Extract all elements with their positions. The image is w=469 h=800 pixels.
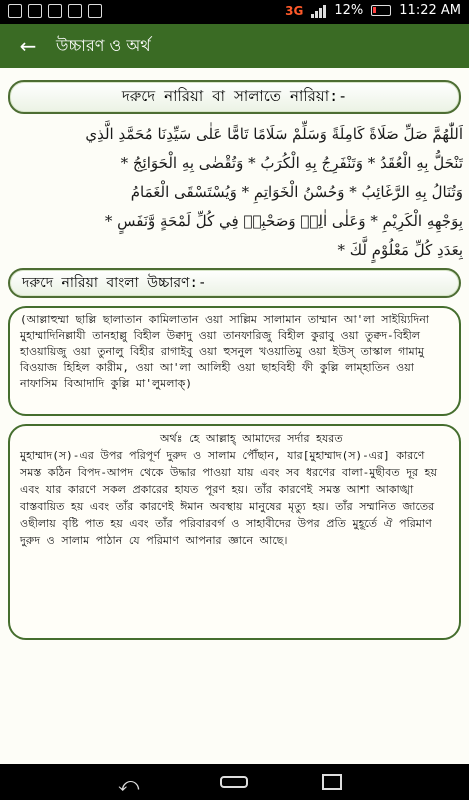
arabic-line: تَنْحَلُّ بِهِ الْعُقَدُ * وَتَنْفَرِجُ بِهِ الْكُرَبُ * وَتُقْضٰى بِهِ الْحَوَائِجُ * — [120, 154, 463, 172]
nav-recents-icon[interactable] — [322, 774, 342, 790]
app-bar — [0, 24, 469, 68]
arabic-line: وَتُنَالُ بِهِ الرَّغَائِبُ * وَحُسْنُ الْخَوَاتِمِ * وَيُسْتَسْقَى الْغَمَامُ — [130, 183, 463, 201]
arabic-line: بِعَدَدِ كُلِّ مَعْلُوْمٍ لَّكَ * — [337, 241, 463, 259]
arabic-line: اَللّٰهُمَّ صَلِّ صَلَاةً كَامِلَةً وَسَلِّمْ سَلَامًا تَامًّا عَلٰى سَيِّدِنَا مُحَمَّدِ الَّذِي — [85, 125, 463, 143]
battery-percent: 12% — [334, 3, 364, 18]
meaning-box — [8, 424, 461, 640]
pronunciation-text: (আল্লাহুম্মা ছাল্লি ছালাতান কামিলাতান ওয়া সাল্লিম সালামান তাম্মান আ'লা সাইয়্যিদিনা মুহাম্মাদিনিল্লাযী তানহাল্লু বিহীল উক্বাদু ওয়া তানফারিজু বিহীল কুরাবু ওয়া তুক্বদ-বিহীল হাওয়ায়িজু ওয়া তুনালু বিহীর রাগাইবু ওয়া হুসনুল খওয়াতিমু ওয়া ইউস্ তাস্কাল গামামু বিওয়াজ হিহিল কারীম, ওয়া আ'লা আলিহী ওয়া ছাহবিহী ফী কুল্লি লাম্হাতিন ওয়া নাফাসিম বিআদাদি কুল্লি মা'লুমলাক্) — [20, 313, 429, 390]
meaning-text: মুহাম্মাদ(স)-এর উপর পরিপূর্ণ দুরুদ ও সালাম পৌঁছান, যার[মুহাম্মাদ(স)-এর] কারণে সমস্ত কঠিন বিপদ-আপদ থেকে উদ্ধার পাওয়া যায় এবং সব ধরণের বালা-মুছীবত দূর হয় এবং যার কারণে সকল প্রকারের হাযত পূরণ হয়। তাঁর কারণেই সমস্ত আশা আকাঙ্খা বাস্তবায়িত হয় এবং তাঁর কারণেই ঈমান অবস্থায় মানুষের মৃত্যু হয়। তাঁর সম্মানিত জাতের ওছীলায় বৃষ্টি পাত হয় এবং তাঁর পরিবারবর্গ ও সাহাবীদের উপর প্রতি মুহূর্তে ঐ পরিমাণ দুরুদ ও সালাম পাঠান যে পরিমাণ আপনার জ্ঞানে আছে। — [20, 449, 437, 547]
arabic-section-heading: দরুদে নারিয়া বা সালাতে নারিয়া:- — [8, 80, 461, 114]
notification-icon — [28, 4, 42, 18]
notification-icon — [8, 4, 22, 18]
page-title: উচ্চারণ ও অর্থ — [56, 35, 151, 55]
wifi-icon — [68, 4, 82, 18]
notification-icons — [8, 4, 102, 18]
nav-home-icon[interactable] — [220, 776, 248, 788]
navigation-bar — [0, 764, 469, 800]
pronunciation-heading: দরুদে নারিয়া বাংলা উচ্চারণ:- — [8, 268, 461, 298]
meaning-lead: অর্থঃ হে আল্লাহ্‌ আমাদের সর্দার হযরত — [160, 432, 343, 445]
settings-icon — [88, 4, 102, 18]
signal-icon — [311, 4, 326, 18]
pronunciation-box — [8, 306, 461, 416]
clock: 11:22 AM — [399, 3, 461, 18]
nav-back-icon[interactable]: ⤺ — [118, 772, 140, 796]
arabic-text — [6, 120, 463, 264]
system-indicators — [285, 3, 461, 18]
status-bar — [0, 0, 469, 24]
network-type: 3G — [285, 3, 304, 18]
arabic-line: بِوَجْهِهِ الْكَرِيْمِ * وَعَلٰى اٰلِهٖ وَصَحْبِهٖ فِي كُلِّ لَمْحَةٍ وَّنَفَسٍ * — [104, 212, 463, 230]
battery-icon — [371, 5, 391, 16]
content-scroll[interactable] — [0, 68, 469, 764]
arrow-back-icon[interactable]: ← — [19, 34, 37, 58]
notification-icon — [48, 4, 62, 18]
